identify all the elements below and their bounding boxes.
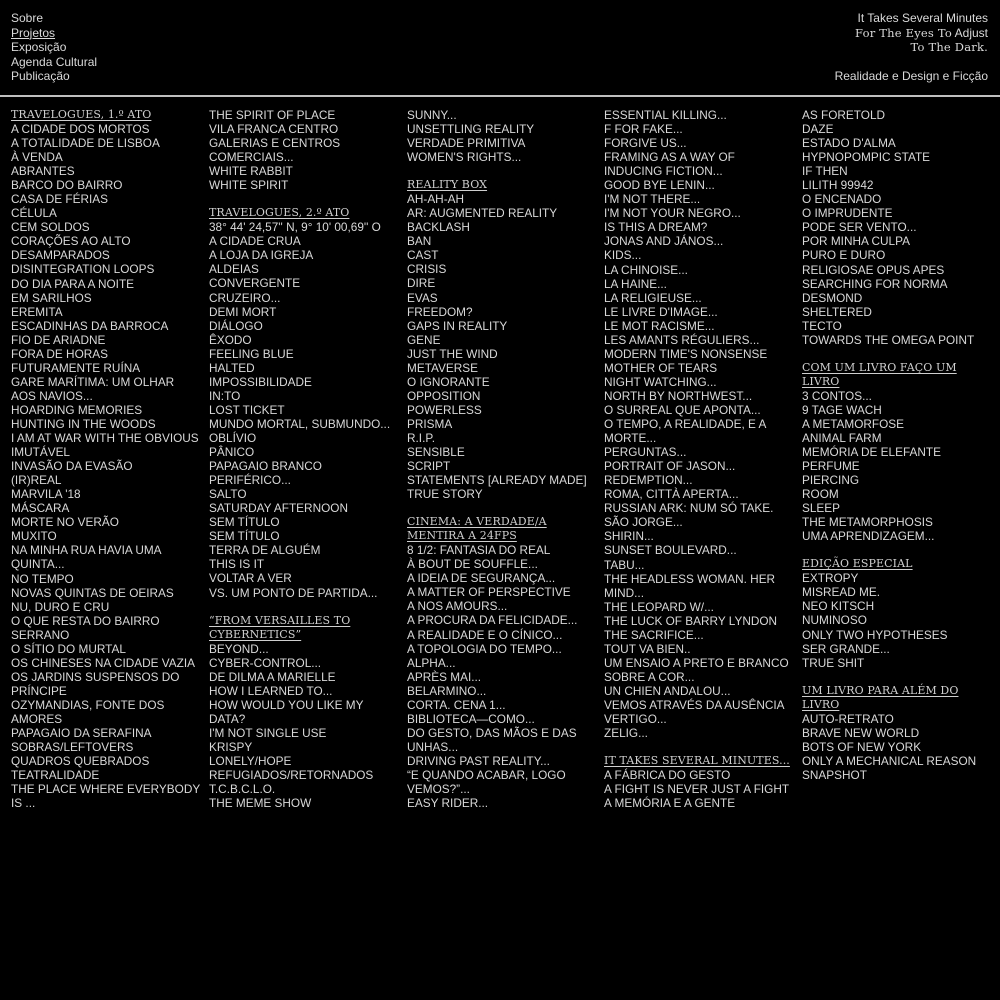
project-link[interactable]: A NOS AMOURS... <box>407 599 508 614</box>
project-link[interactable]: LA HAINE... <box>604 276 667 291</box>
project-link[interactable]: VOLTAR A VER <box>209 571 292 586</box>
project-link[interactable]: MODERN TIME'S NONSENSE <box>604 346 768 361</box>
project-link[interactable]: BRAVE NEW WORLD <box>802 725 920 740</box>
project-link[interactable]: WHITE SPIRIT <box>209 178 289 193</box>
project-link[interactable]: VERDADE PRIMITIVA <box>407 136 526 151</box>
project-link[interactable]: ABRANTES <box>11 164 75 179</box>
section-title[interactable]: TRAVELOGUES, 2.º ATO <box>209 206 350 220</box>
project-link[interactable]: DIRE <box>407 276 436 291</box>
project-link[interactable]: LES AMANTS RÉGULIERS... <box>604 332 760 347</box>
project-link[interactable]: OS JARDINS SUSPENSOS DO PRÍNCIPE <box>11 669 180 698</box>
project-section <box>604 108 794 740</box>
project-link[interactable]: SLEEP <box>802 501 841 516</box>
projects-column-2 <box>209 108 399 824</box>
project-link[interactable]: UM ENSAIO A PRETO E BRANCO SOBRE A COR... <box>604 655 789 684</box>
project-link[interactable]: O SÍTIO DO MURTAL <box>11 641 126 656</box>
project-link[interactable]: GOOD BYE LENIN... <box>604 178 715 193</box>
project-link[interactable]: THE LEOPARD W/... <box>604 599 714 614</box>
project-link[interactable]: FIO DE ARIADNE <box>11 332 106 347</box>
projects-column-4 <box>604 108 794 824</box>
project-section <box>802 557 992 669</box>
project-link[interactable]: PURO E DURO <box>802 248 886 263</box>
project-link[interactable]: SENSIBLE <box>407 445 465 460</box>
project-link[interactable]: TOWARDS THE OMEGA POINT <box>802 332 975 347</box>
header-divider <box>0 95 1000 97</box>
project-link[interactable]: A METAMORFOSE <box>802 416 905 431</box>
project-link[interactable]: TOUT VA BIEN.. <box>604 641 691 656</box>
project-link[interactable]: UNSETTLING REALITY <box>407 122 535 137</box>
project-link[interactable]: I AM AT WAR WITH THE OBVIOUS <box>11 431 199 446</box>
project-link[interactable]: GALERIAS E CENTROS COMERCIAIS... <box>209 136 341 165</box>
project-link[interactable]: I'M NOT THERE... <box>604 192 701 207</box>
project-link[interactable]: THE PLACE WHERE EVERYBODY IS ... <box>11 782 201 811</box>
project-link[interactable]: HOARDING MEMORIES <box>11 402 143 417</box>
project-link[interactable]: PODE SER VENTO... <box>802 220 917 235</box>
project-link[interactable]: À BOUT DE SOUFFLE... <box>407 557 538 572</box>
project-link[interactable]: SEARCHING FOR NORMA <box>802 276 948 291</box>
section-title[interactable]: IT TAKES SEVERAL MINUTES... <box>604 754 790 768</box>
project-link[interactable]: LONELY/HOPE <box>209 753 292 768</box>
project-link[interactable]: DE DILMA A MARIELLE <box>209 669 336 684</box>
project-link[interactable]: ROMA, CITTÀ APERTA... <box>604 487 739 502</box>
project-link[interactable]: O TEMPO, A REALIDADE, E A MORTE... <box>604 417 766 446</box>
project-link[interactable]: DRIVING PAST REALITY... <box>407 753 550 768</box>
project-link[interactable]: SOBRAS/LEFTOVERS <box>11 740 134 755</box>
project-section <box>407 178 597 501</box>
project-link[interactable]: THE MEME SHOW <box>209 796 312 811</box>
main-nav <box>11 11 311 84</box>
project-link[interactable]: BIBLIOTECA—COMO... <box>407 711 535 726</box>
project-link[interactable]: A MATTER OF PERSPECTIVE <box>407 585 571 600</box>
projects-column-5 <box>802 108 992 796</box>
project-link[interactable]: O IGNORANTE <box>407 374 490 389</box>
project-link[interactable]: THE SPIRIT OF PLACE <box>209 108 336 122</box>
project-link[interactable]: AS FORETOLD <box>802 108 886 122</box>
project-link[interactable]: OZYMANDIAS, FONTE DOS AMORES <box>11 697 165 726</box>
project-link[interactable]: KIDS... <box>604 248 642 263</box>
project-link[interactable]: O QUE RESTA DO BAIRRO SERRANO <box>11 613 160 642</box>
project-link[interactable]: O IMPRUDENTE <box>802 206 893 221</box>
project-link[interactable]: FORGIVE US... <box>604 136 687 151</box>
project-section <box>407 108 597 164</box>
project-link[interactable]: ROOM <box>802 487 839 502</box>
project-link[interactable]: A TOPOLOGIA DO TEMPO... <box>407 641 562 656</box>
nav-link-sobre[interactable]: Sobre <box>11 11 44 25</box>
project-link[interactable]: PÂNICO <box>209 445 255 460</box>
project-link[interactable]: TEATRALIDADE <box>11 768 100 783</box>
project-link[interactable]: DESAMPARADOS <box>11 248 110 263</box>
project-link[interactable]: À VENDA <box>11 150 63 165</box>
project-link[interactable]: NA MINHA RUA HAVIA UMA QUINTA... <box>11 543 161 572</box>
project-link[interactable]: THE METAMORPHOSIS <box>802 515 933 530</box>
section-title[interactable]: COM UM LIVRO FAÇO UM LIVRO <box>802 360 957 388</box>
project-link[interactable]: TRUE STORY <box>407 487 483 502</box>
project-link[interactable]: EVAS <box>407 290 438 305</box>
project-link[interactable]: EASY RIDER... <box>407 796 489 811</box>
project-link[interactable]: POWERLESS <box>407 402 482 417</box>
project-link[interactable]: RELIGIOSAE OPUS APES <box>802 262 945 277</box>
project-link[interactable]: ONLY A MECHANICAL REASON <box>802 753 977 768</box>
project-link[interactable]: IF THEN <box>802 164 848 179</box>
project-link[interactable]: ONLY TWO HYPOTHESES <box>802 627 948 642</box>
project-link[interactable]: A LOJA DA IGREJA <box>209 248 314 263</box>
project-link[interactable]: CASA DE FÉRIAS <box>11 192 109 207</box>
project-section <box>209 206 399 599</box>
project-link[interactable]: MÁSCARA <box>11 501 70 516</box>
project-link[interactable]: 8 1/2: FANTASIA DO REAL <box>407 543 551 558</box>
project-link[interactable]: SHIRIN... <box>604 529 654 544</box>
project-link[interactable]: MARVILA '18 <box>11 487 81 502</box>
project-link[interactable]: MUNDO MORTAL, SUBMUNDO... <box>209 416 391 431</box>
project-section <box>802 684 992 782</box>
section-title[interactable]: CINEMA: A VERDADE/A MENTIRA A 24FPS <box>407 515 547 543</box>
project-link[interactable]: HALTED <box>209 360 255 375</box>
project-link[interactable]: JONAS AND JÁNOS... <box>604 234 724 249</box>
project-link[interactable]: THE LUCK OF BARRY LYNDON <box>604 613 778 628</box>
project-link[interactable]: SCRIPT <box>407 459 451 474</box>
project-section <box>802 361 992 544</box>
project-link[interactable]: PAPAGAIO DA SERAFINA <box>11 726 152 741</box>
project-link[interactable]: LE MOT RACISME... <box>604 318 715 333</box>
project-link[interactable]: TABU... <box>604 557 645 572</box>
project-link[interactable]: VILA FRANCA CENTRO <box>209 122 339 137</box>
project-link[interactable]: 38° 44' 24,57'' N, 9° 10' 00,69'' O <box>209 220 381 235</box>
project-link[interactable]: PERGUNTAS... <box>604 445 687 460</box>
tagline-line-2 <box>855 26 988 41</box>
project-link[interactable]: HOW WOULD YOU LIKE MY DATA? <box>209 697 364 726</box>
project-link[interactable]: R.I.P. <box>407 430 435 445</box>
project-link[interactable]: A PROCURA DA FELICIDADE... <box>407 613 578 628</box>
project-link[interactable]: BAN <box>407 234 432 249</box>
project-link[interactable]: VERTIGO... <box>604 712 667 727</box>
project-link[interactable]: 9 TAGE WACH <box>802 402 882 417</box>
projects-column-1 <box>11 108 201 824</box>
project-link[interactable]: CORTA. CENA 1... <box>407 697 506 712</box>
project-link[interactable]: DO DIA PARA A NOITE <box>11 276 135 291</box>
project-link[interactable]: AR: AUGMENTED REALITY <box>407 206 558 221</box>
project-link[interactable]: DAZE <box>802 122 834 137</box>
project-link[interactable]: SATURDAY AFTERNOON <box>209 501 348 516</box>
project-link[interactable]: GAPS IN REALITY <box>407 318 508 333</box>
project-link[interactable]: THE HEADLESS WOMAN. HER MIND... <box>604 571 776 600</box>
project-link[interactable]: SHELTERED <box>802 304 872 319</box>
project-link[interactable]: F FOR FAKE... <box>604 122 683 137</box>
project-link[interactable]: PAPAGAIO BRANCO <box>209 459 322 474</box>
project-link[interactable]: O SURREAL QUE APONTA... <box>604 402 761 417</box>
project-link[interactable]: GARE MARÍTIMA: UM OLHAR AOS NAVIOS... <box>11 374 175 403</box>
project-link[interactable]: SER GRANDE... <box>802 641 890 656</box>
project-link[interactable]: 3 CONTOS... <box>802 388 872 403</box>
section-title[interactable]: UM LIVRO PARA ALÉM DO LIVRO <box>802 683 959 711</box>
project-link[interactable]: NUMINOSO <box>802 613 867 628</box>
project-link[interactable]: TECTO <box>802 318 842 333</box>
project-link[interactable]: HYPNOPOMPIC STATE <box>802 150 931 165</box>
project-link[interactable]: MORTE NO VERÃO <box>11 515 119 530</box>
project-link[interactable]: CEM SOLDOS <box>11 220 90 235</box>
project-link[interactable]: RUSSIAN ARK: NUM SÓ TAKE. <box>604 501 774 516</box>
project-link[interactable]: LE LIVRE D'IMAGE... <box>604 304 718 319</box>
project-link[interactable]: VS. UM PONTO DE PARTIDA... <box>209 585 378 600</box>
project-link[interactable]: ALDEIAS <box>209 262 259 277</box>
project-link[interactable]: AUTO-RETRATO <box>802 711 894 726</box>
project-link[interactable]: LA CHINOISE... <box>604 262 688 277</box>
project-link[interactable]: METAVERSE <box>407 360 479 375</box>
project-link[interactable]: FREEDOM? <box>407 304 473 319</box>
project-section <box>209 614 399 811</box>
tagline-subtitle: Realidade e Design e Ficção <box>834 69 988 83</box>
project-link[interactable]: CONVERGENTE <box>209 276 301 291</box>
project-link[interactable]: IS THIS A DREAM? <box>604 220 708 235</box>
project-link[interactable]: CÉLULA <box>11 206 57 221</box>
project-link[interactable]: MUXITO <box>11 529 57 544</box>
project-link[interactable]: A FIGHT IS NEVER JUST A FIGHT <box>604 782 790 797</box>
project-link[interactable]: MISREAD ME. <box>802 585 880 600</box>
project-link[interactable]: FORA DE HORAS <box>11 346 109 361</box>
project-link[interactable]: A CIDADE DOS MORTOS <box>11 122 150 136</box>
project-link[interactable]: A TOTALIDADE DE LISBOA <box>11 136 160 151</box>
project-link[interactable]: HOW I LEARNED TO... <box>209 683 333 698</box>
project-link[interactable]: A CIDADE CRUA <box>209 234 301 249</box>
project-link[interactable]: KRISPY <box>209 739 253 754</box>
project-section <box>407 515 597 810</box>
project-link[interactable]: THE SACRIFICE... <box>604 627 704 642</box>
project-link[interactable]: PERFUME <box>802 459 860 474</box>
project-link[interactable]: PERIFÉRICO... <box>209 473 291 488</box>
project-link[interactable]: DISINTEGRATION LOOPS <box>11 262 155 277</box>
project-link[interactable]: CAST <box>407 248 439 263</box>
project-link[interactable]: ESCADINHAS DA BARROCA <box>11 318 169 333</box>
project-link[interactable]: DESMOND <box>802 290 863 305</box>
tagline-line-2-sans: Adjust <box>954 25 988 40</box>
project-link[interactable]: A REALIDADE E O CÍNICO... <box>407 627 563 642</box>
nav-link-projetos[interactable]: Projetos <box>11 25 56 40</box>
project-link[interactable]: LOST TICKET <box>209 402 285 417</box>
project-link[interactable]: BACKLASH <box>407 220 470 235</box>
project-link[interactable]: BOTS OF NEW YORK <box>802 739 922 754</box>
project-link[interactable]: NOVAS QUINTAS DE OEIRAS <box>11 585 174 600</box>
project-link[interactable]: (IR)REAL <box>11 473 62 488</box>
project-link[interactable]: OBLÍVIO <box>209 430 257 445</box>
project-link[interactable]: OPPOSITION <box>407 388 481 403</box>
project-link[interactable]: QUADROS QUEBRADOS <box>11 754 150 769</box>
project-link[interactable]: BARCO DO BAIRRO <box>11 178 123 193</box>
project-link[interactable]: DIÁLOGO <box>209 318 263 333</box>
project-link[interactable]: WOMEN'S RIGHTS... <box>407 150 522 165</box>
project-link[interactable]: BELARMINO... <box>407 683 487 698</box>
project-link[interactable]: GENE <box>407 332 441 347</box>
project-link[interactable]: PIERCING <box>802 473 860 488</box>
project-link[interactable]: SEM TÍTULO <box>209 515 280 530</box>
tagline-line-2-serif: For The Eyes To <box>855 25 952 40</box>
section-title[interactable]: REALITY BOX <box>407 178 488 192</box>
project-link[interactable]: ANIMAL FARM <box>802 430 882 445</box>
section-title[interactable]: EDIÇÃO ESPECIAL <box>802 557 913 571</box>
project-link[interactable]: WHITE RABBIT <box>209 164 293 179</box>
project-link[interactable]: A IDEIA DE SEGURANÇA... <box>407 571 556 586</box>
project-link[interactable]: UMA APRENDIZAGEM... <box>802 529 935 544</box>
nav-link-exposi-o[interactable]: Exposição <box>11 40 67 55</box>
projects-column-3 <box>407 108 597 824</box>
project-link[interactable]: SUNSET BOULEVARD... <box>604 543 737 558</box>
project-link[interactable]: FUTURAMENTE RUÍNA <box>11 360 141 375</box>
tagline-line-3: To The Dark. <box>910 40 988 55</box>
project-link[interactable]: STATEMENTS [ALREADY MADE] <box>407 473 587 488</box>
section-title[interactable]: TRAVELOGUES, 1.º ATO <box>11 108 152 121</box>
project-link[interactable]: A FÁBRICA DO GESTO <box>604 768 731 783</box>
project-link[interactable]: “E QUANDO ACABAR, LOGO VEMOS?”... <box>407 767 566 797</box>
project-link[interactable]: DO GESTO, DAS MÃOS E DAS UNHAS... <box>407 725 577 754</box>
project-link[interactable]: SUNNY... <box>407 108 457 122</box>
project-link[interactable]: LILITH 99942 <box>802 178 874 193</box>
project-link[interactable]: IMPOSSIBILIDADE <box>209 374 312 389</box>
project-link[interactable]: TRUE SHIT <box>802 655 865 670</box>
project-link[interactable]: HUNTING IN THE WOODS <box>11 416 156 431</box>
project-link[interactable]: EM SARILHOS <box>11 290 92 305</box>
project-link[interactable]: MEMÓRIA DE ELEFANTE <box>802 444 941 459</box>
nav-link-agenda-cultural[interactable]: Agenda Cultural <box>11 54 98 69</box>
project-link[interactable]: CRISIS <box>407 262 447 277</box>
project-link[interactable]: APRÈS MAI... <box>407 669 482 684</box>
project-link[interactable]: VEMOS ATRAVÉS DA AUSÊNCIA <box>604 697 785 712</box>
section-title[interactable]: “FROM VERSAILLES TO CYBERNETICS” <box>209 613 351 641</box>
project-link[interactable]: UN CHIEN ANDALOU... <box>604 683 731 698</box>
project-link[interactable]: NO TEMPO <box>11 571 74 586</box>
project-section <box>802 108 992 347</box>
project-link[interactable]: ESSENTIAL KILLING... <box>604 108 727 122</box>
project-link[interactable]: REDEMPTION... <box>604 473 693 488</box>
project-link[interactable]: INVASÃO DA EVASÃO <box>11 459 133 474</box>
project-link[interactable]: EXTROPY <box>802 571 859 586</box>
project-link[interactable]: NEO KITSCH <box>802 599 875 614</box>
tagline-line-1: It Takes Several Minutes <box>857 11 988 25</box>
project-link[interactable]: ÊXODO <box>209 332 252 347</box>
project-link[interactable]: OS CHINESES NA CIDADE VAZIA <box>11 655 195 670</box>
project-link[interactable]: NU, DURO E CRU <box>11 599 110 614</box>
project-link[interactable]: PRISMA <box>407 416 453 431</box>
project-link[interactable]: IN:TO <box>209 388 241 403</box>
project-link[interactable]: SÃO JORGE... <box>604 515 683 530</box>
project-link[interactable]: POR MINHA CULPA <box>802 234 910 249</box>
project-link[interactable]: NORTH BY NORTHWEST... <box>604 388 753 403</box>
project-link[interactable]: JUST THE WIND <box>407 346 498 361</box>
project-link[interactable]: REFUGIADOS/RETORNADOS <box>209 767 374 782</box>
project-link[interactable]: ALPHA... <box>407 655 456 670</box>
project-link[interactable]: SEM TÍTULO <box>209 529 280 544</box>
project-link[interactable]: BEYOND... <box>209 641 269 656</box>
project-link[interactable]: SALTO <box>209 487 247 502</box>
project-link[interactable]: NIGHT WATCHING... <box>604 374 717 389</box>
project-link[interactable]: TERRA DE ALGUÉM <box>209 543 321 558</box>
project-link[interactable]: I'M NOT YOUR NEGRO... <box>604 206 741 221</box>
project-section <box>604 754 794 810</box>
project-link[interactable]: SNAPSHOT <box>802 767 867 782</box>
project-link[interactable]: LA RELIGIEUSE... <box>604 290 702 305</box>
project-link[interactable]: CYBER-CONTROL... <box>209 655 322 670</box>
project-link[interactable]: AH-AH-AH <box>407 192 465 207</box>
project-link[interactable]: FRAMING AS A WAY OF INDUCING FICTION... <box>604 150 735 179</box>
project-link[interactable]: MOTHER OF TEARS <box>604 360 718 375</box>
project-link[interactable]: PORTRAIT OF JASON... <box>604 459 736 474</box>
project-link[interactable]: ZELIG... <box>604 726 648 741</box>
site-tagline <box>855 11 988 55</box>
project-link[interactable]: O ENCENADO <box>802 192 882 207</box>
project-link[interactable]: T.C.B.C.L.O. <box>209 782 276 797</box>
project-link[interactable]: IMUTÁVEL <box>11 445 70 460</box>
nav-link-publica-o[interactable]: Publicação <box>11 69 70 84</box>
project-section <box>11 108 201 810</box>
project-link[interactable]: A MEMÓRIA E A GENTE <box>604 796 736 811</box>
project-link[interactable]: FEELING BLUE <box>209 346 294 361</box>
project-link[interactable]: ESTADO D'ALMA <box>802 136 896 151</box>
project-link[interactable]: CRUZEIRO... <box>209 290 281 305</box>
project-link[interactable]: CORAÇÕES AO ALTO <box>11 234 131 249</box>
project-link[interactable]: THIS IS IT <box>209 557 265 572</box>
project-link[interactable]: DEMI MORT <box>209 304 277 319</box>
project-link[interactable]: EREMITA <box>11 304 63 319</box>
project-link[interactable]: I'M NOT SINGLE USE <box>209 725 327 740</box>
project-section <box>209 108 399 192</box>
